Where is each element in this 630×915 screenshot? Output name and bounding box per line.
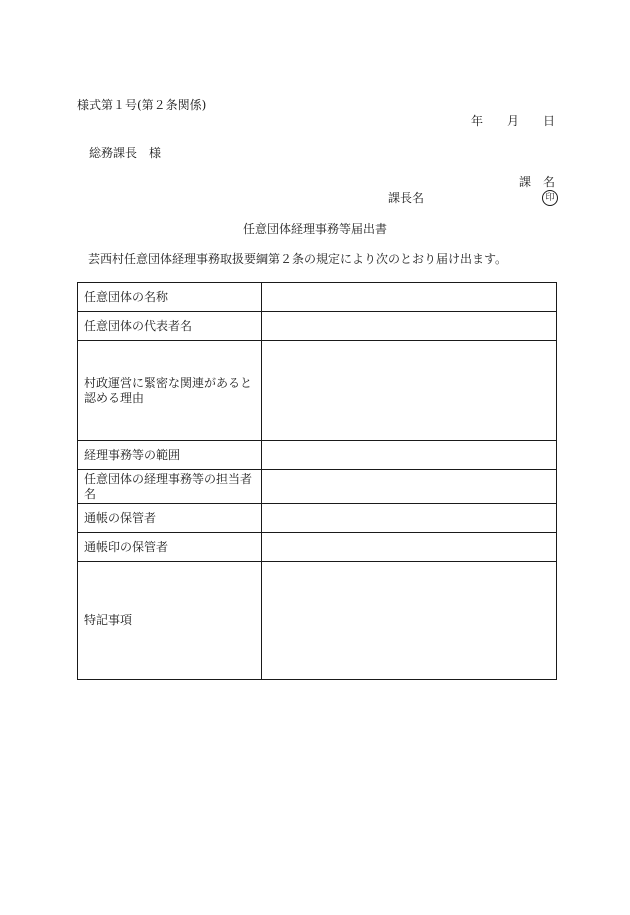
chief-name-label: 課長名 — [388, 191, 425, 205]
row-value-group-name[interactable] — [262, 283, 557, 312]
row-label-seal-keeper: 通帳印の保管者 — [78, 533, 262, 562]
table-row — [78, 441, 557, 470]
row-label-passbook-keeper: 通帳の保管者 — [78, 504, 262, 533]
row-label-reason: 村政運営に緊密な関連があると認める理由 — [78, 341, 262, 441]
row-value-representative[interactable] — [262, 312, 557, 341]
row-label-scope: 経理事務等の範囲 — [78, 441, 262, 470]
date-line — [471, 115, 555, 127]
addressee: 総務課長 様 — [89, 146, 162, 160]
table-row — [78, 341, 557, 441]
date-day: 日 — [542, 114, 555, 128]
chief-name-line — [388, 192, 558, 204]
date-year: 年 — [470, 114, 483, 128]
row-value-remarks[interactable] — [262, 562, 557, 680]
table-row — [78, 470, 557, 504]
row-label-group-name: 任意団体の名称 — [78, 283, 262, 312]
row-label-remarks: 特記事項 — [78, 562, 262, 680]
form-table — [77, 282, 557, 680]
row-label-person-in-charge: 任意団体の経理事務等の担当者名 — [78, 470, 262, 504]
table-row — [78, 504, 557, 533]
row-label-representative: 任意団体の代表者名 — [78, 312, 262, 341]
table-row — [78, 533, 557, 562]
row-value-scope[interactable] — [262, 441, 557, 470]
table-row — [78, 312, 557, 341]
table-row — [78, 562, 557, 680]
form-number: 様式第１号(第２条関係) — [77, 98, 207, 112]
row-value-seal-keeper[interactable] — [262, 533, 557, 562]
intro-text: 芸西村任意団体経理事務取扱要綱第２条の規定により次のとおり届け出ます。 — [88, 252, 508, 266]
date-month: 月 — [506, 114, 519, 128]
row-value-passbook-keeper[interactable] — [262, 504, 557, 533]
row-value-person-in-charge[interactable] — [262, 470, 557, 504]
row-value-reason[interactable] — [262, 341, 557, 441]
section-name-label: 課 名 — [518, 175, 555, 189]
seal-mark: 印 — [542, 190, 558, 206]
table-row — [78, 283, 557, 312]
document-title: 任意団体経理事務等届出書 — [242, 222, 387, 236]
